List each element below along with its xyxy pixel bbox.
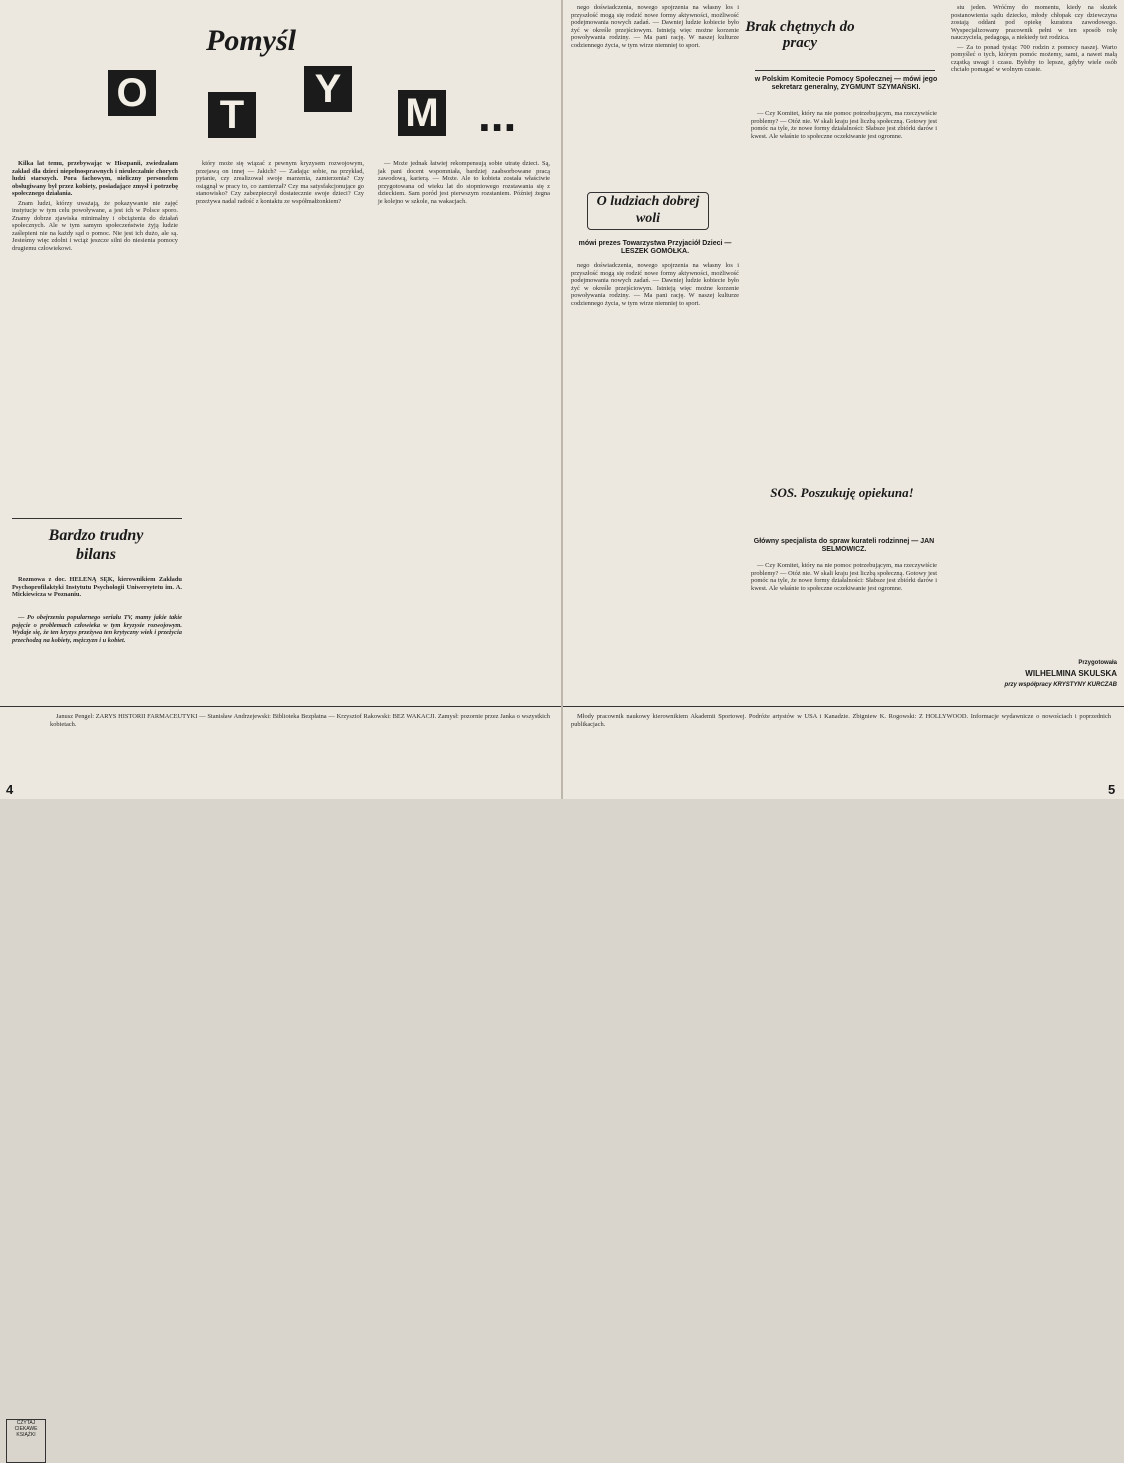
column-text: który może się wiązać z pewnym kryzysem rozwojowym, przejawą on innej — Jakich? — Zadając sobie, na przykład, pytanie, czy zrealizował swoje marzenia, zamierzenia? Czy osiągnął w pracy to, co zamierzał? Czy ma satysfakcjonujące go stanowisko? Czy zabezpieczył dostatecznie swoje dzieci? Czy przeżywa nadal radość z kontaktu ze współmałżonkiem? <box>196 160 364 205</box>
column-text: — Może jednak łatwiej rekompensują sobie utratę dzieci. Są, jak pani docent wspomniała, bardziej zaabsorbowane pracą zawodową, karierą. — Może. Ale to kobieta została właściwie przygotowana od wieku lat do stopniowego rozstawania się z dzieckiem. Sam poród jest pierwszym rozstaniem. Później żegna je kolejno w szkole, na wakacjach. <box>378 160 550 205</box>
intro-paragraph: Kilka lat temu, przebywając w Hiszpanii, zwiedzałam zakład dla dzieci niepełnosprawnych i nieuleczalnie chorych ludzi starszych. Pora fachowym, nieliczny personelem obsługiwany był przez kobiety, posiadające zmysł i potrzebę społecznego działania. <box>12 160 178 197</box>
title-dots: ... <box>478 89 517 141</box>
box3-title: SOS. Poszukuję opiekuna! <box>767 484 917 520</box>
bottom-strip <box>563 706 1124 800</box>
czytaj-badge: CZYTAJ CIEKAWE KSIĄŻKI <box>6 1419 46 1463</box>
box1-rule <box>755 70 935 71</box>
column-text: nego doświadczenia, nowego spojrzenia na własny los i przyszłość mogą się rodzić nowe formy aktywności, możliwość podejmowania nowych zadań. — Dawniej ludzie kobiecie było żyć w określe przejściowym. Istnieją więc możne korzenie powoływania rodziny. — Ma pani rację. W naszej kulturze codziennego życia, w tym wirze niemniej to sport. <box>571 4 739 49</box>
column-text: Znam ludzi, którzy uważają, że pokazywanie nie zajęć instytucje w tym celu powoływane, a jest ich w Polsce sporo. Znamy dobrze zjawiska minimalny i obciążenia do działań społecznych. Ale w tym samym społeczeństwie żyją ludzie zaślepieni nie na każdy sąd o pomoc. Nie jest ich dużo, ale są. Jesteśmy więc zdolni i wciąż jeszcze silni do niesienia pomocy drugiemu człowiekowi. <box>12 199 178 252</box>
box-subtitle: Rozmowa z doc. HELENĄ SĘK, kierownikiem Zakładu Psychoprofilaktyki Instytutu Psychologii Uniwersytetu im. A. Mickiewicza w Poznaniu. <box>12 576 182 598</box>
left-column-3 <box>378 160 550 704</box>
right-column-1b <box>571 262 739 702</box>
box2-title: O ludziach dobrej woli <box>587 192 709 230</box>
bottom-text: Młody pracownik naukowy kierownikiem Akademii Sportowej. Podróże artystów w USA i Kanadzie. Zbigniew K. Rogowski: Z HOLLYWOOD. Informacje wydawnicze o nowościach i poprzednich publikacjach. <box>571 713 1111 728</box>
box-title: Bardzo trudny bilans <box>42 526 150 566</box>
letter-tile-t: T <box>208 92 256 138</box>
box1-title: Brak chętnych do pracy <box>745 19 855 51</box>
right-column-3 <box>951 4 1117 604</box>
author-cooperation: przy współpracy KRYSTYNY KURCZAB <box>1004 682 1117 688</box>
article-title: Pomyśl <box>206 24 296 57</box>
page-number: 5 <box>1108 782 1116 797</box>
column-text: stu jeden. Wróćmy do momentu, kiedy na skutek postanowienia sądu dziecko, młody chłopak czy dziewczyna zostają oddani pod opiekę kuratora zawodowego. Wyspecjalizowany pracownik pełni w ten sposób rolę nauczyciela, pedagoga, a niekiedy też rodzica. <box>951 4 1117 41</box>
column-text: — Czy Komitet, który na nie pomoc potrzebującym, ma rzeczywiście problemy? — Otóż nie. W skali kraju jest liczbą społeczną. Gotowy jest pomóc na tyle, że nowe formy działalności: Słabsze jest zbiórki darów i kwest. Ale właśnie to społeczne oczekiwanie jest ogromne. <box>751 110 937 140</box>
box2-subtitle: mówi prezes Towarzystwa Przyjaciół Dzieci — LESZEK GOMÓŁKA. <box>578 240 732 255</box>
right-column-1 <box>571 4 739 194</box>
box3-subtitle: Główny specjalista do spraw kurateli rodzinnej — JAN SELMOWICZ. <box>753 538 935 553</box>
right-column-2b <box>751 562 937 702</box>
left-page <box>0 0 561 1438</box>
column-text: nego doświadczenia, nowego spojrzenia na własny los i przyszłość mogą się rodzić nowe formy aktywności, możliwość podejmowania nowych zadań. — Dawniej ludzie kobiecie było żyć w określe przejściowym. Istnieją więc możne korzenie powoływania rodziny. — Ma pani rację. W naszej kulturze codziennego życia, w tym wirze niemniej to sport. <box>571 262 739 307</box>
left-column-2 <box>196 160 364 704</box>
bottom-text: Janusz Pengel: ZARYS HISTORII FARMACEUTYKI — Stanisław Andrzejewski: Biblioteka Bezpłatna — Krzysztof Rakowski: BEZ WAKACJI. Zamysł: pozornie przez Janka o wszystkich kobietach. <box>50 713 550 728</box>
column-text: — Za to ponad tysiąc 700 rodzin z pomocy naszej. Warto pomyśleć o tych, którym pomóc możemy, sami, a nawet małą cząstką uwagi i czasu. Byłoby to lepsze, gdyby wiele osób chciało pomagać w wolnym czasie. <box>951 43 1117 73</box>
box-rule <box>12 518 182 519</box>
right-page <box>563 0 1124 799</box>
right-column-2 <box>751 110 937 478</box>
letter-tile-o: O <box>108 70 156 116</box>
page-number: 4 <box>6 782 14 797</box>
column-text: — Czy Komitet, który na nie pomoc potrzebującym, ma rzeczywiście problemy? — Otóż nie. W skali kraju jest liczbą społeczną. Gotowy jest pomóc na tyle, że nowe formy działalności: Słabsze jest zbiórki darów i kwest. Ale właśnie to społeczne oczekiwanie jest ogromne. <box>751 562 937 592</box>
box1-subtitle: w Polskim Komitecie Pomocy Społecznej — mówi jego sekretarz generalny, ZYGMUNT SZYMAŃSKI. <box>754 76 938 91</box>
box-body: — Po obejrzeniu popularnego serialu TV, mamy jakie takie pojęcie o problemach człowieka w tym kryzysie rozwojowym. Wydaje się, że ten kryzys przeżywa ten krytyczny wiek i przeżycia przechodzą na kobiety, mężczyzn i u kobiet. <box>12 614 182 644</box>
letter-tile-m: M <box>398 90 446 136</box>
bottom-strip <box>0 706 561 1438</box>
left-column-1 <box>12 160 178 508</box>
letter-tile-y: Y <box>304 66 352 112</box>
author-name: WILHELMINA SKULSKA <box>1025 669 1117 678</box>
author-label: Przygotowała <box>1078 660 1117 666</box>
